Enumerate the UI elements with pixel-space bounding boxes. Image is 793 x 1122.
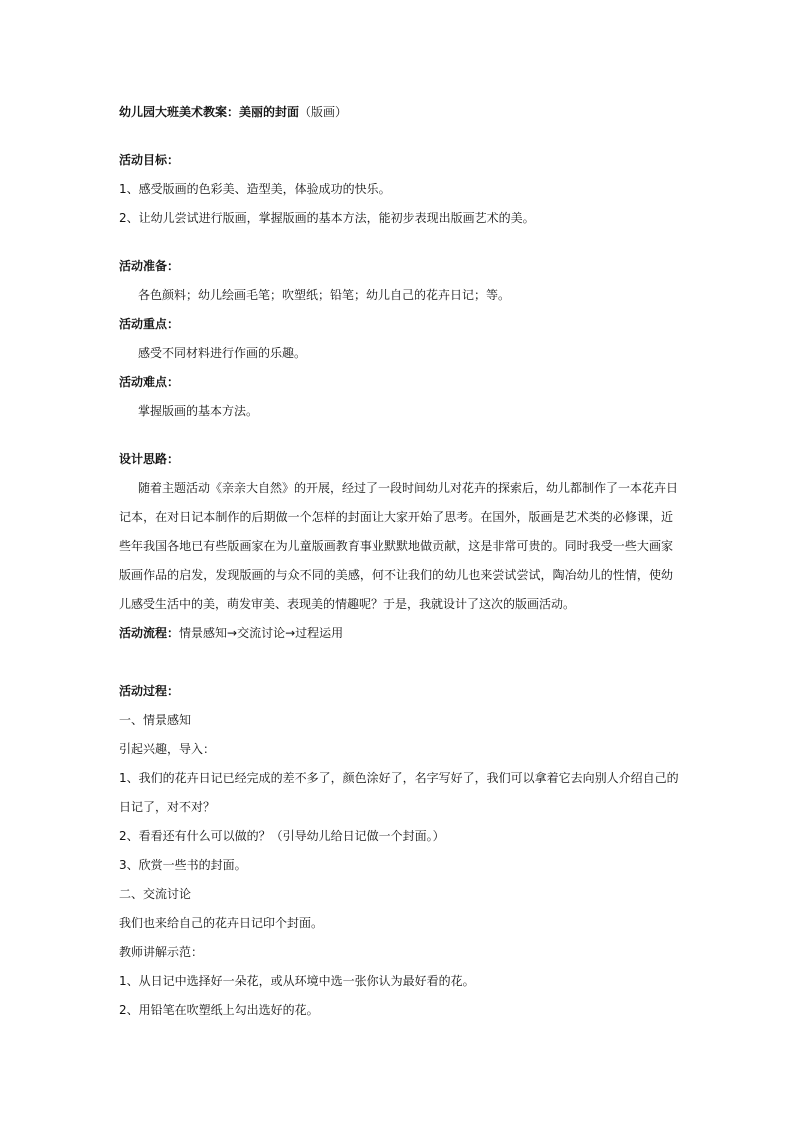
teacher-demo-heading: 教师讲解示范：: [119, 945, 204, 959]
process-heading: 活动过程：: [119, 684, 180, 698]
design-heading: 设计思路：: [119, 452, 180, 466]
flow-text: 情景感知→交流讨论→过程运用: [179, 626, 344, 640]
difficulty-heading: 活动难点：: [119, 375, 180, 389]
goal-item-1: 1、感受版画的色彩美、造型美，体验成功的快乐。: [119, 182, 391, 196]
prep-heading: 活动准备：: [119, 259, 180, 273]
demo-step-1: 1、从日记中选择好一朵花，或从环境中选一张你认为最好看的花。: [119, 974, 475, 988]
goals-heading: 活动目标：: [119, 153, 180, 167]
design-line-5: 儿感受生活中的美，萌发审美、表现美的情趣呢？于是，我就设计了这次的版画活动。: [119, 597, 576, 611]
design-line-1: 随着主题活动《亲亲大自然》的开展，经过了一段时间幼儿对花卉的探索后，幼儿都制作了一本花卉日: [138, 481, 679, 495]
flow-heading: 活动流程：: [119, 626, 180, 640]
title-main: 幼儿园大班美术教案：美丽的封面: [119, 105, 300, 119]
process-item-1-line-1: 1、我们的花卉日记已经完成的差不多了，颜色涂好了，名字写好了，我们可以拿着它去向别人介绍自己的: [119, 771, 679, 785]
design-line-2: 记本，在对日记本制作的后期做一个怎样的封面让大家开始了思考。在国外，版画是艺术类的必修课，近: [119, 510, 673, 524]
goal-item-2: 2、让幼儿尝试进行版画，掌握版画的基本方法，能初步表现出版画艺术的美。: [119, 211, 535, 225]
design-line-4: 版画作品的启发，发现版画的与众不同的美感，何不让我们的幼儿也来尝试尝试，陶冶幼儿的性情，使幼: [119, 568, 673, 582]
title-suffix: （版画）: [299, 105, 348, 119]
process-section-2-text: 我们也来给自己的花卉日记印个封面。: [119, 916, 324, 930]
prep-text: 各色颜料；幼儿绘画毛笔；吹塑纸；铅笔；幼儿自己的花卉日记；等。: [138, 288, 511, 302]
flow-line: [119, 625, 679, 641]
key-heading: 活动重点：: [119, 317, 180, 331]
design-line-3: 些年我国各地已有些版画家在为儿童版画教育事业默默地做贡献，这是非常可贵的。同时我受一些大画家: [119, 539, 673, 553]
process-item-2: 2、看看还有什么可以做的？（引导幼儿给日记做一个封面。）: [119, 829, 445, 843]
difficulty-text: 掌握版画的基本方法。: [138, 404, 259, 418]
process-section-1: 一、情景感知: [119, 713, 192, 727]
demo-step-2: 2、用铅笔在吹塑纸上勾出选好的花。: [119, 1003, 319, 1017]
key-text: 感受不同材料进行作画的乐趣。: [138, 346, 307, 360]
process-item-1-line-2: 日记了，对不对？: [119, 800, 216, 814]
process-item-3: 3、欣赏一些书的封面。: [119, 858, 247, 872]
document-title: [119, 104, 679, 120]
process-section-2: 二、交流讨论: [119, 887, 192, 901]
process-intro: 引起兴趣，导入：: [119, 742, 216, 756]
